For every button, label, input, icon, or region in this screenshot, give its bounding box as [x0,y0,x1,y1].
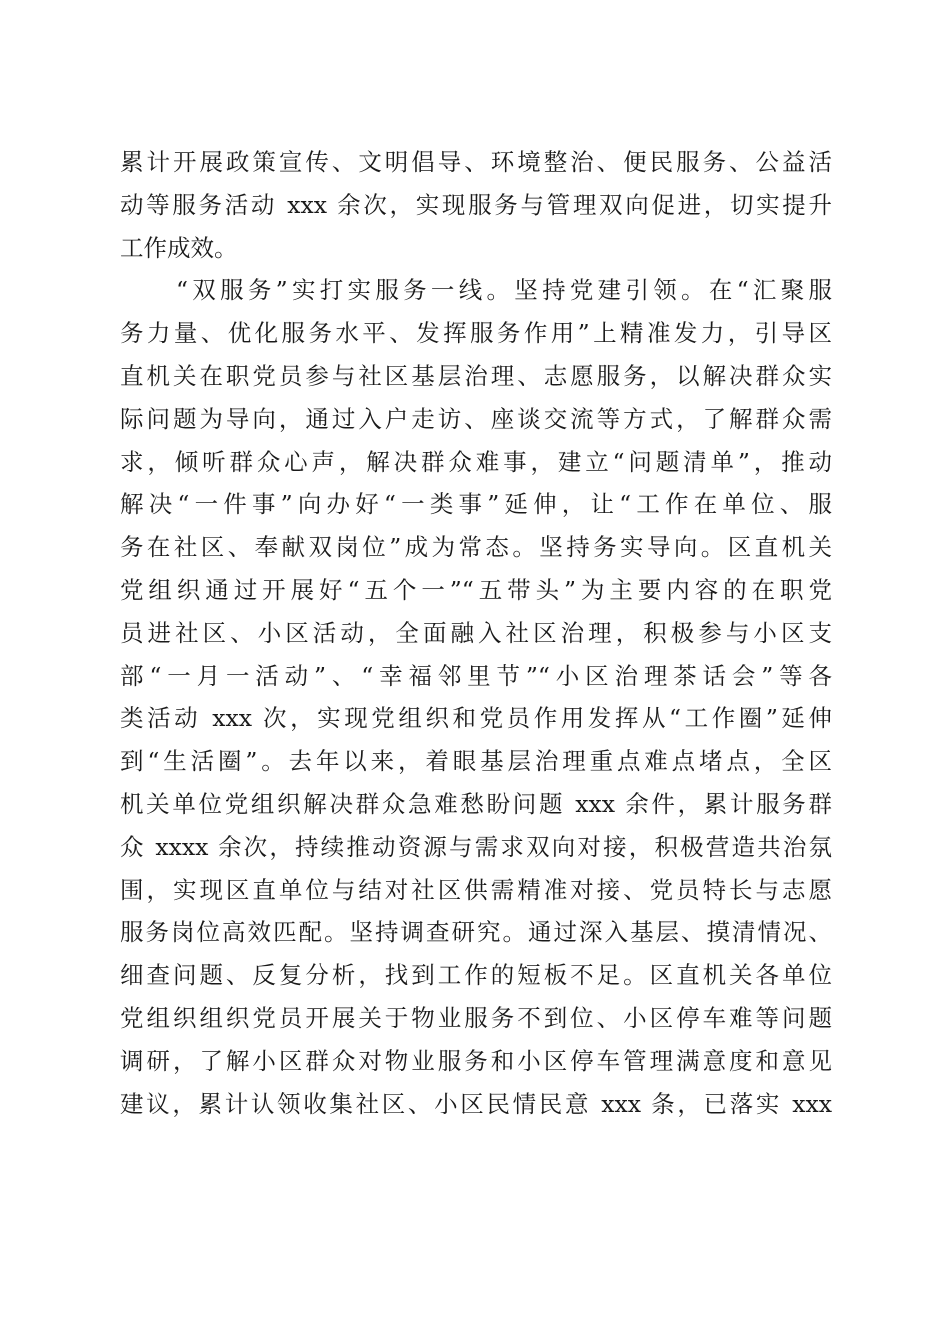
text-line: 工作成效。 [120,233,238,262]
text-line: 机关单位党组织解决群众急难愁盼问题 xxx 余件，累计服务群 [120,789,832,818]
text-line: 求，倾听群众心声，解决群众难事，建立“问题清单”，推动 [120,447,832,476]
text-line: 累计开展政策宣传、文明倡导、环境整治、便民服务、公益活 [120,148,832,176]
text-line: 员进社区、小区活动，全面融入社区治理，积极参与小区支 [120,618,832,647]
text-line: 际问题为导向，通过入户走访、座谈交流等方式，了解群众需 [120,404,832,433]
text-line: 直机关在职党员参与社区基层治理、志愿服务，以解决群众实 [120,361,832,390]
text-line: 务在社区、奉献双岗位”成为常态。坚持务实导向。区直机关 [120,533,832,562]
text-line: 解决“一件事”向办好“一类事”延伸，让“工作在单位、服 [120,490,832,519]
text-line: 众 xxxx 余次，持续推动资源与需求双向对接，积极营造共治氛 [120,832,832,861]
text-line: 细查问题、反复分析，找到工作的短板不足。区直机关各单位 [120,961,832,990]
text-line: 围，实现区直单位与结对社区供需精准对接、党员特长与志愿 [120,875,832,904]
text-line: 部“一月一活动”、“幸福邻里节”“小区治理茶话会”等各 [120,661,832,690]
text-line: 动等服务活动 xxx 余次，实现服务与管理双向促进，切实提升 [120,190,832,219]
document-body [120,141,832,1125]
text-line: 建议，累计认领收集社区、小区民情民意 xxx 条，已落实 xxx [120,1089,832,1118]
text-line: 党组织通过开展好“五个一”“五带头”为主要内容的在职党 [120,575,832,604]
text-line: 到“生活圈”。去年以来，着眼基层治理重点难点堵点，全区 [120,747,832,776]
text-line: 党组织组织党员开展关于物业服务不到位、小区停车难等问题 [120,1003,832,1032]
paragraph-first-line: “双服务”实打实服务一线。坚持党建引领。在“汇聚服 [176,276,832,305]
text-line: 服务岗位高效匹配。坚持调查研究。通过深入基层、摸清情况、 [120,918,832,947]
text-line: 调研，了解小区群众对物业服务和小区停车管理满意度和意见 [120,1046,832,1075]
text-line: 类活动 xxx 次，实现党组织和党员作用发挥从“工作圈”延伸 [120,704,832,733]
text-line: 务力量、优化服务水平、发挥服务作用”上精准发力，引导区 [120,319,832,348]
